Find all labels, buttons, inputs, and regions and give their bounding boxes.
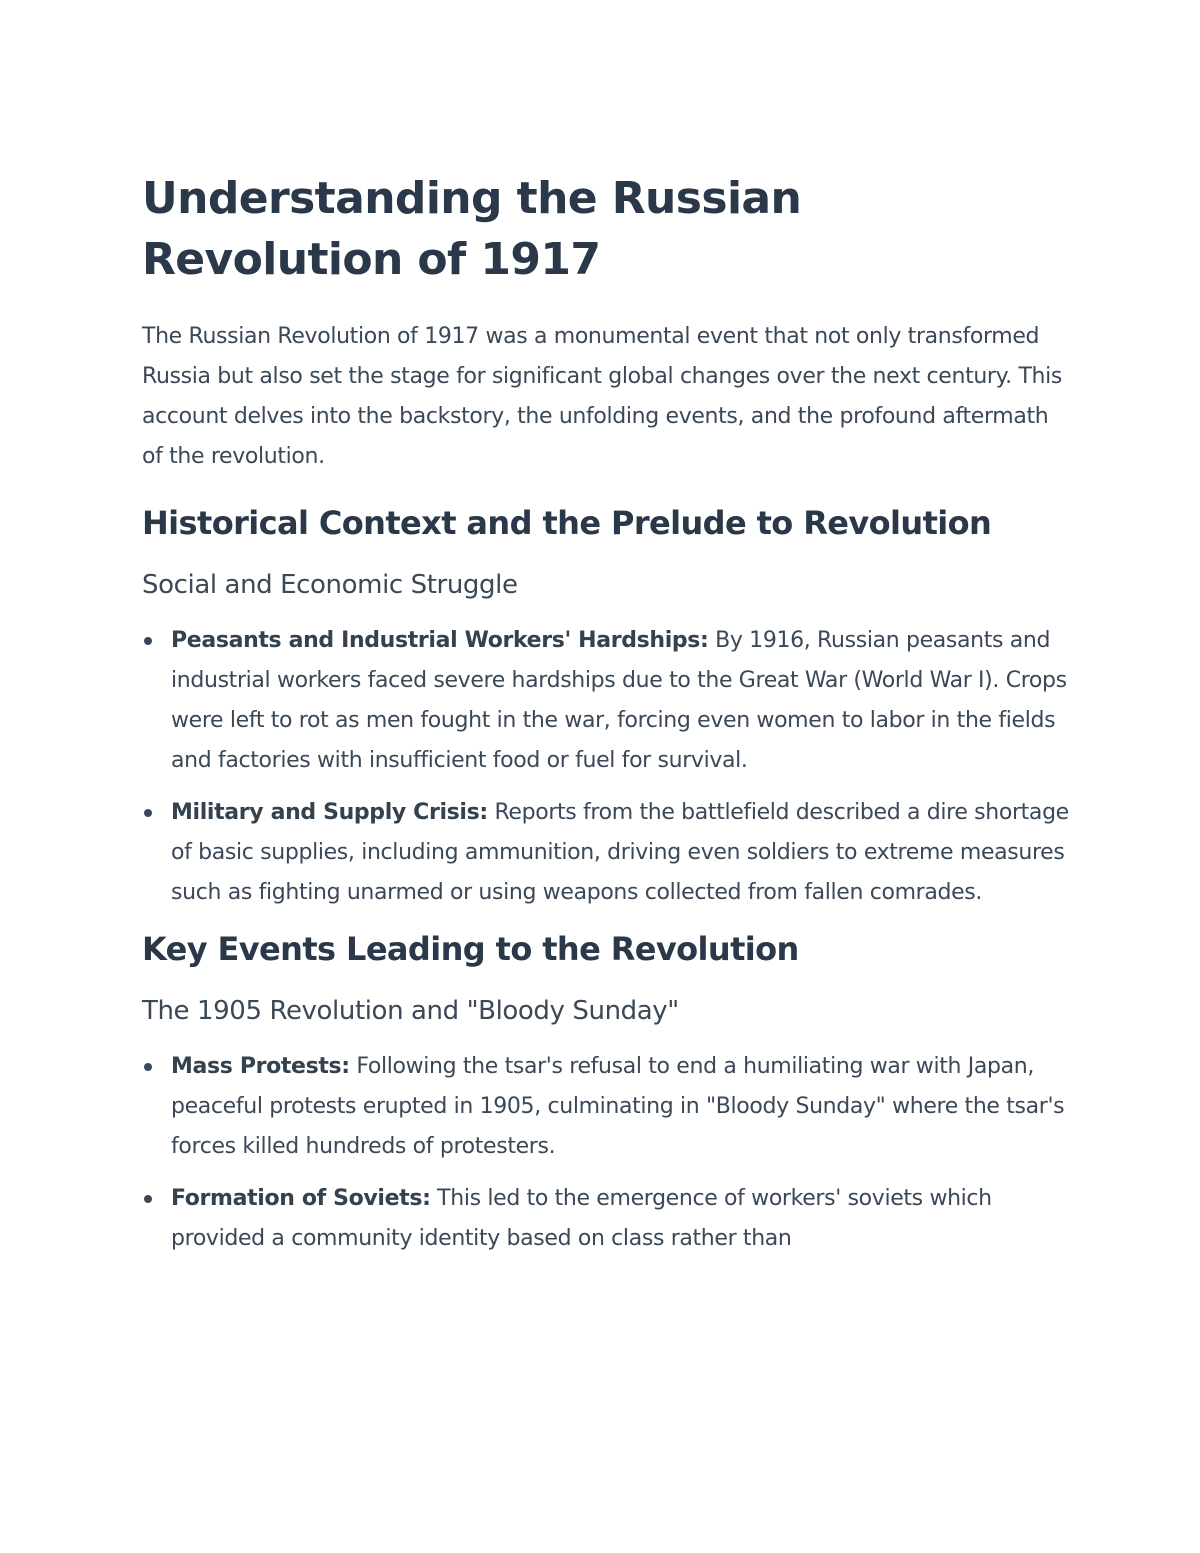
bullet-list: [142, 1047, 1072, 1259]
list-item: [142, 621, 1072, 781]
section-key-events: [142, 927, 1072, 1259]
section-heading: Historical Context and the Prelude to Revolution: [142, 504, 992, 542]
document-page: [142, 168, 1072, 1273]
list-item-text: Following the tsar's refusal to end a humiliating war with Japan, peaceful protests erupted in 1905, culminating in "Bloody Sunday" where the tsar's forces killed hundreds of protesters.: [171, 1054, 1065, 1159]
list-item-term: Mass Protests:: [171, 1054, 350, 1079]
bullet-icon: [144, 637, 152, 645]
subsection-heading: The 1905 Revolution and "Bloody Sunday": [142, 996, 679, 1026]
list-item: [142, 1179, 1072, 1259]
bullet-icon: [144, 809, 152, 817]
section-historical-context: [142, 501, 1072, 913]
list-item-term: Formation of Soviets:: [171, 1186, 431, 1211]
document-title: Understanding the Russian Revolution of 1917: [142, 173, 802, 285]
list-item-text: Reports from the battlefield described a dire shortage of basic supplies, including ammunition, driving even soldiers to extreme measures such as fighting unarmed or using weapons collected from fallen comrades.: [171, 800, 1069, 905]
list-item: [142, 1047, 1072, 1167]
list-item-text: By 1916, Russian peasants and industrial workers faced severe hardships due to the Great War (World War I). Crops were left to rot as men fought in the war, forcing even women to labor in the fields and factories with insufficient food or fuel for survival.: [171, 628, 1067, 773]
subsection-heading: Social and Economic Struggle: [142, 570, 518, 600]
bullet-icon: [144, 1195, 152, 1203]
section-heading: Key Events Leading to the Revolution: [142, 930, 799, 968]
list-item-term: Peasants and Industrial Workers' Hardships:: [171, 628, 709, 653]
intro-paragraph: The Russian Revolution of 1917 was a monumental event that not only transformed Russia but also set the stage for significant global changes over the next century. This account delves into the backstory, the unfolding events, and the profound aftermath of the revolution.: [142, 324, 1063, 469]
list-item-text: This led to the emergence of workers' soviets which provided a community identity based on class rather than: [171, 1186, 992, 1251]
list-item: [142, 793, 1072, 913]
list-item-term: Military and Supply Crisis:: [171, 800, 488, 825]
bullet-list: [142, 621, 1072, 913]
bullet-icon: [144, 1063, 152, 1071]
